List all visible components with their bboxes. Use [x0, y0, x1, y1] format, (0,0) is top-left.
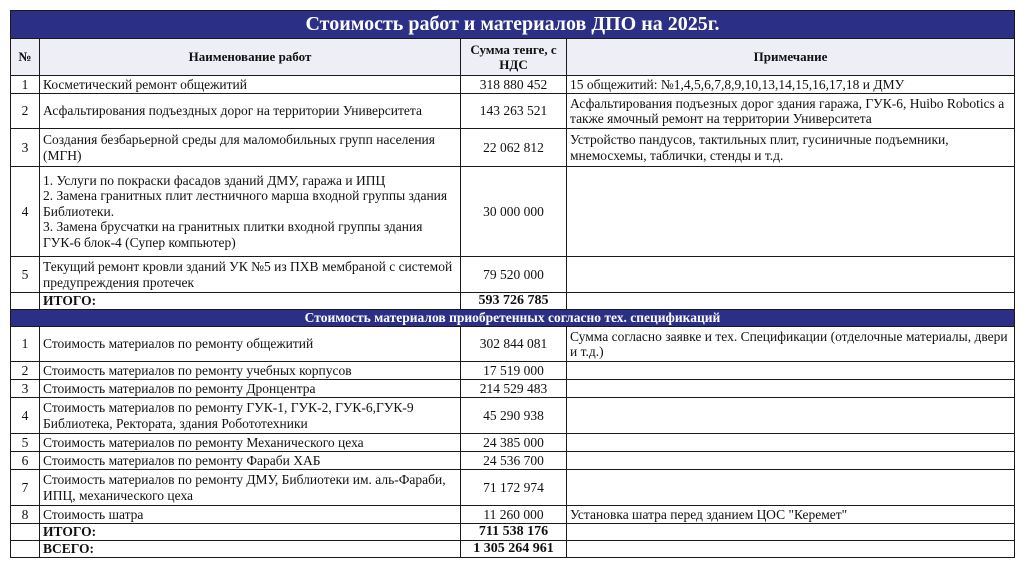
grand-total-row [11, 541, 1015, 558]
row-num: 1 [11, 76, 40, 94]
row-name: Стоимость материалов по ремонту ДМУ, Библиотеки им. аль-Фараби, ИПЦ, механического цеха [40, 470, 461, 506]
row-note [567, 398, 1015, 434]
table-row [11, 129, 1015, 167]
row-name: Асфальтирования подъездных дорог на территории Университета [40, 94, 461, 129]
table-row [11, 76, 1015, 94]
works-total-row [11, 293, 1015, 310]
row-sum: 79 520 000 [461, 257, 567, 293]
row-note [567, 362, 1015, 380]
row-note [567, 434, 1015, 452]
table-row [11, 257, 1015, 293]
row-num: 2 [11, 362, 40, 380]
row-num: 6 [11, 452, 40, 470]
row-note [567, 452, 1015, 470]
row-num: 3 [11, 129, 40, 167]
row-name: Стоимость шатра [40, 506, 461, 524]
table-row [11, 380, 1015, 398]
row-num: 3 [11, 380, 40, 398]
row-num: 4 [11, 398, 40, 434]
row-name: Стоимость материалов по ремонту учебных корпусов [40, 362, 461, 380]
row-note [567, 470, 1015, 506]
section-header-row [11, 310, 1015, 327]
row-name-line: 3. Замена брусчатки на гранитных плитки входной группы здания ГУК-6 блок-4 (Супер компьютер) [43, 219, 423, 250]
row-sum: 214 529 483 [461, 380, 567, 398]
row-num: 2 [11, 94, 40, 129]
materials-total-row [11, 524, 1015, 541]
row-note: Асфальтирования подъезных дорог здания гаража, ГУК-6, Huibo Robotics а также ямочный ремонт на территории Университета [567, 94, 1015, 129]
table-row [11, 452, 1015, 470]
row-sum: 17 519 000 [461, 362, 567, 380]
row-sum: 22 062 812 [461, 129, 567, 167]
row-sum: 318 880 452 [461, 76, 567, 94]
row-note: Установка шатра перед зданием ЦОС "Керемет" [567, 506, 1015, 524]
row-note: 15 общежитий: №1,4,5,6,7,8,9,10,13,14,15,16,17,18 и ДМУ [567, 76, 1015, 94]
works-total-sum: 593 726 785 [461, 293, 567, 310]
row-name: Косметический ремонт общежитий [40, 76, 461, 94]
table-row [11, 398, 1015, 434]
table-row [11, 470, 1015, 506]
row-sum: 11 260 000 [461, 506, 567, 524]
row-sum: 45 290 938 [461, 398, 567, 434]
row-name: Стоимость материалов по ремонту общежитий [40, 327, 461, 362]
row-num: 8 [11, 506, 40, 524]
works-total-label: ИТОГО: [40, 293, 461, 310]
cost-table [10, 10, 1015, 558]
row-sum: 302 844 081 [461, 327, 567, 362]
row-num: 4 [11, 167, 40, 257]
row-sum: 143 263 521 [461, 94, 567, 129]
row-sum: 24 536 700 [461, 452, 567, 470]
row-name-line: 1. Услуги по покраски фасадов зданий ДМУ, гаража и ИПЦ [43, 172, 386, 188]
row-note: Устройство пандусов, тактильных плит, гусиничные подъемники, мнемосхемы, таблички, стенды и т.д. [567, 129, 1015, 167]
row-sum: 71 172 974 [461, 470, 567, 506]
row-note [567, 380, 1015, 398]
row-sum: 24 385 000 [461, 434, 567, 452]
table-title: Стоимость работ и материалов ДПО на 2025г. [11, 11, 1015, 39]
row-num: 7 [11, 470, 40, 506]
row-name: Стоимость материалов по ремонту Дронцентра [40, 380, 461, 398]
row-num: 1 [11, 327, 40, 362]
table-row [11, 167, 1015, 257]
row-name: Текущий ремонт кровли зданий УК №5 из ПХВ мембраной с системой предупреждения протечек [40, 257, 461, 293]
table-row [11, 94, 1015, 129]
section2-title: Стоимость материалов приобретенных согласно тех. спецификаций [11, 310, 1015, 327]
grand-total-label: ВСЕГО: [40, 541, 461, 558]
row-name: Стоимость материалов по ремонту Механического цеха [40, 434, 461, 452]
header-num: № [11, 39, 40, 76]
table-row [11, 434, 1015, 452]
row-note: Сумма согласно заявке и тех. Спецификации (отделочные материалы, двери и т.д.) [567, 327, 1015, 362]
table-row [11, 327, 1015, 362]
row-name [40, 167, 461, 257]
table-row [11, 362, 1015, 380]
table-row [11, 506, 1015, 524]
row-note [567, 167, 1015, 257]
row-note [567, 257, 1015, 293]
header-note: Примечание [567, 39, 1015, 76]
row-name-line: 2. Замена гранитных плит лестничного марша входной группы здания Библиотеки. [43, 188, 448, 219]
row-name: Стоимость материалов по ремонту Фараби ХАБ [40, 452, 461, 470]
materials-total-label: ИТОГО: [40, 524, 461, 541]
grand-total-sum: 1 305 264 961 [461, 541, 567, 558]
row-num: 5 [11, 434, 40, 452]
row-num: 5 [11, 257, 40, 293]
row-name: Стоимость материалов по ремонту ГУК-1, ГУК-2, ГУК-6,ГУК-9 Библиотека, Ректората, здания Робототехники [40, 398, 461, 434]
row-name: Создания безбарьерной среды для маломобильных групп населения (МГН) [40, 129, 461, 167]
header-sum: Сумма тенге, с НДС [461, 39, 567, 76]
materials-total-sum: 711 538 176 [461, 524, 567, 541]
header-name: Наименование работ [40, 39, 461, 76]
row-sum: 30 000 000 [461, 167, 567, 257]
